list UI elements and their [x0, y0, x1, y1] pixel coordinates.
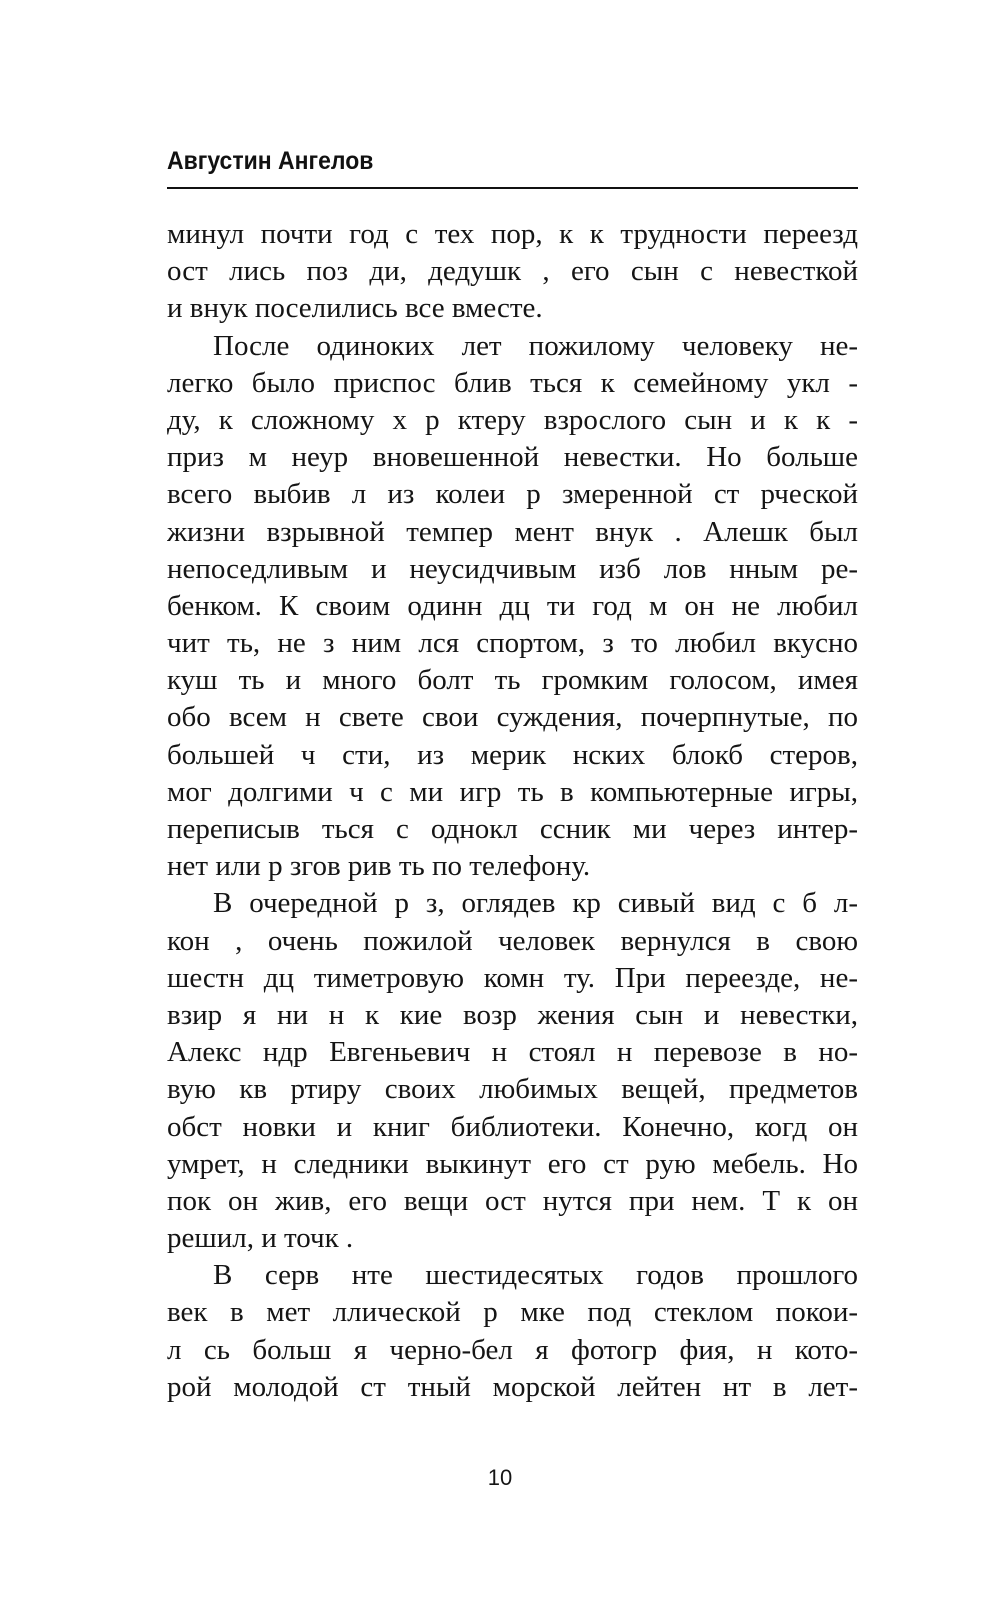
text-line: обст новки и книг библиотеки. Конечно, когд он [167, 1110, 858, 1143]
text-line: л сь больш я черно-бел я фотогр фия, н кото- [167, 1333, 858, 1366]
text-line: переписыв ться с однокл ссник ми через интер- [167, 813, 858, 845]
text-line: ду, к сложному х р ктеру взрослого сын и к к - [167, 403, 858, 436]
text-line: бенком. К своим одинн дц ти год м он не любил [167, 589, 858, 622]
text-line: умрет, н следники выкинут его ст рую мебель. Но [167, 1147, 858, 1180]
text-line: вую кв ртиру своих любимых вещей, предметов [167, 1073, 858, 1106]
text-line: большей ч сти, из мерик нских блокб стеров, [167, 738, 858, 771]
paragraph-first-line: В серв нте шестидесятых годов прошлого [213, 1259, 858, 1292]
text-line: жизни взрывной темпер мент внук . Алешк был [167, 515, 858, 548]
text-line: минул почти год с тех пор, к к трудности переезд [167, 218, 858, 250]
text-line: и внук поселились все вместе. [167, 292, 543, 325]
text-line: чит ть, не з ним лся спортом, з то любил вкусно [167, 627, 858, 660]
paragraph-first-line: В очередной р з, оглядев кр сивый вид с б л- [213, 887, 858, 920]
text-line: непоседливым и неусидчивым изб лов нным ре- [167, 552, 858, 585]
text-line: всего выбив л из колеи р змеренной ст рческой [167, 478, 858, 511]
text-line: ост лись поз ди, дедушк , его сын с невесткой [167, 255, 858, 288]
text-line: обо всем н свете свои суждения, почерпнутые, по [167, 701, 858, 734]
page-number: 10 [487, 1465, 513, 1490]
text-line: нет или р згов рив ть по телефону. [167, 850, 591, 883]
header-rule [167, 187, 858, 189]
text-line: век в мет ллической р мке под стеклом покои- [167, 1296, 858, 1329]
text-line: приз м неур вновешенной невестки. Но больше [167, 441, 858, 474]
text-line: шестн дц тиметровую комн ту. При переезде, не- [167, 961, 858, 994]
text-line: взир я ни н к кие возр жения сын и невестки, [167, 998, 858, 1031]
text-line: решил, и точк . [167, 1222, 354, 1255]
body-text [167, 216, 858, 1406]
text-line: куш ть и много болт ть громким голосом, имея [167, 664, 858, 697]
text-line: рой молодой ст тный морской лейтен нт в лет- [167, 1370, 858, 1403]
text-line: кон , очень пожилой человек вернулся в свою [167, 924, 858, 957]
text-line: легко было приспос блив ться к семейному укл - [167, 366, 858, 399]
paragraph-first-line: После одиноких лет пожилому человеку не- [213, 329, 858, 362]
text-line: пок он жив, его вещи ост нутся при нем. Т к он [167, 1184, 858, 1217]
running-head-author: Августин Ангелов [167, 147, 374, 175]
text-line: Алекс ндр Евгеньевич н стоял н перевозе в но- [167, 1036, 858, 1069]
text-line: мог долгими ч с ми игр ть в компьютерные игры, [167, 775, 858, 808]
